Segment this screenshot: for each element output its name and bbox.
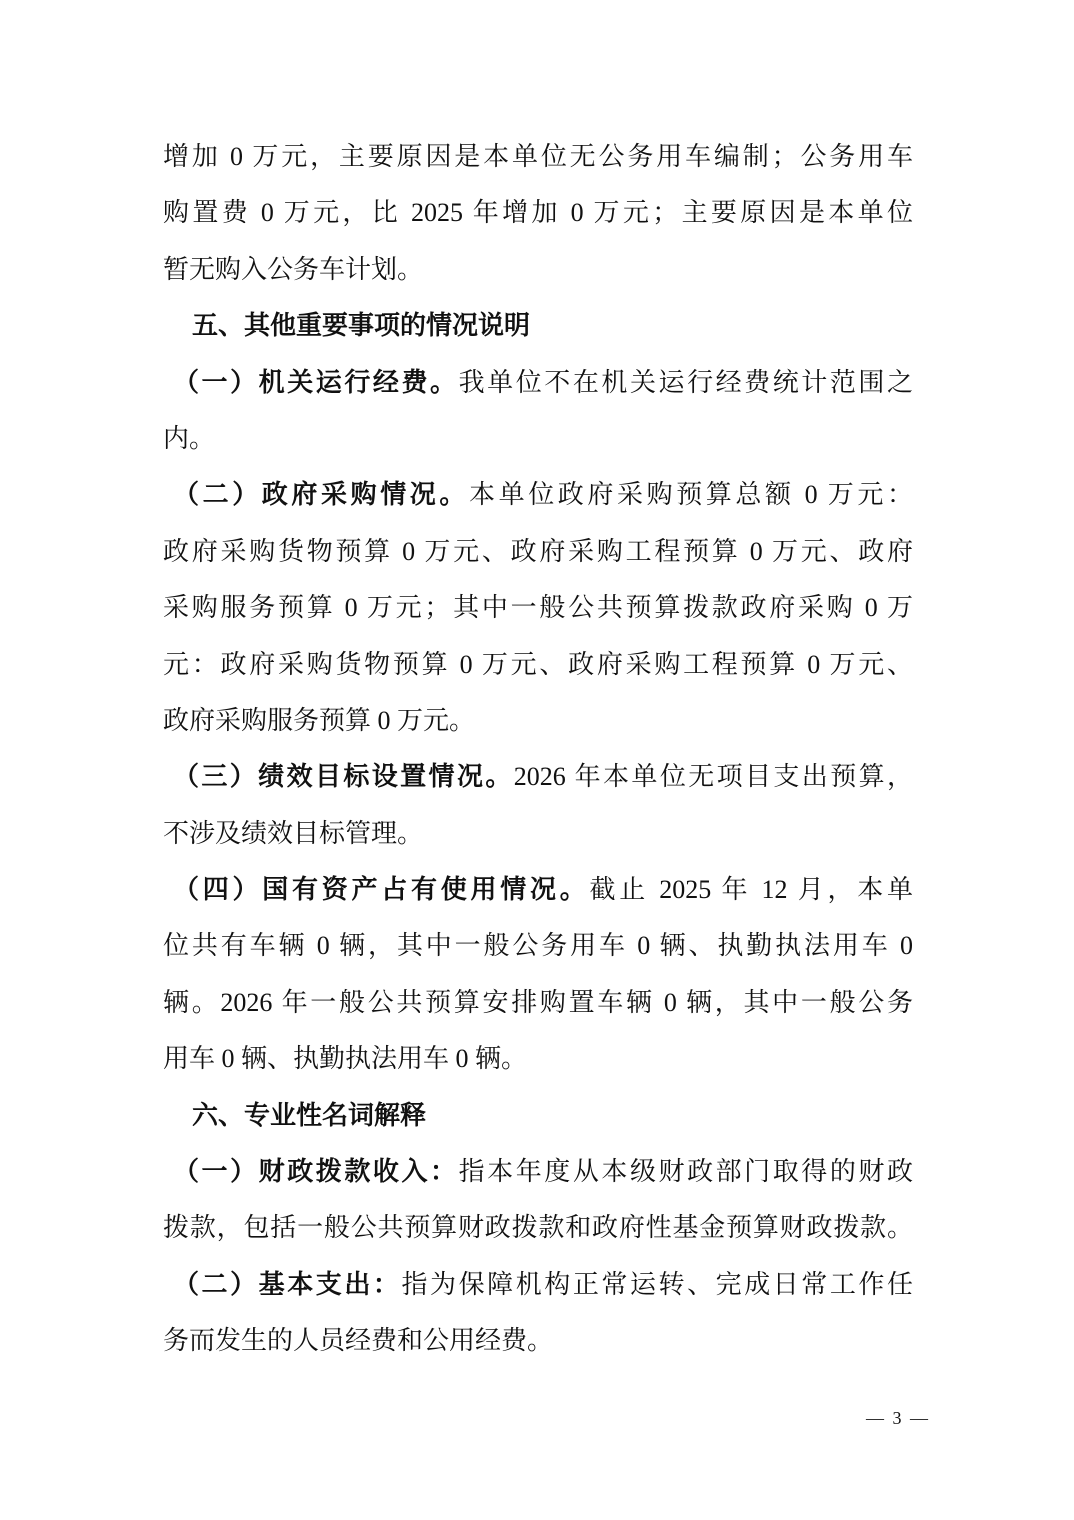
line-text: 用车 0 辆、执勤执法用车 0 辆。 bbox=[163, 1044, 528, 1074]
line-text: 位共有车辆 0 辆，其中一般公务用车 0 辆、执勤执法用车 0 bbox=[163, 931, 913, 961]
text-line bbox=[163, 1031, 913, 1087]
text-line bbox=[163, 862, 913, 918]
bold-lead: （三）绩效目标设置情况。 bbox=[173, 762, 514, 793]
text-line bbox=[163, 693, 913, 749]
text-line bbox=[163, 411, 913, 467]
section-heading bbox=[163, 298, 913, 354]
text-line bbox=[163, 467, 913, 523]
document-body bbox=[163, 129, 913, 1370]
bold-lead: （一）机关运行经费。 bbox=[173, 367, 459, 398]
line-text: 不涉及绩效目标管理。 bbox=[163, 818, 424, 848]
bold-lead: （一）财政拨款收入： bbox=[173, 1157, 459, 1188]
line-text: 内。 bbox=[163, 423, 216, 453]
line-text: 本单位政府采购预算总额 0 万元： bbox=[469, 480, 913, 510]
line-text: 元：政府采购货物预算 0 万元、政府采购工程预算 0 万元、 bbox=[163, 649, 913, 679]
line-text: 拨款，包括一般公共预算财政拨款和政府性基金预算财政拨款。 bbox=[163, 1213, 913, 1243]
text-line bbox=[163, 355, 913, 411]
bold-lead: （二）政府采购情况。 bbox=[173, 480, 469, 511]
line-text: 政府采购货物预算 0 万元、政府采购工程预算 0 万元、政府 bbox=[163, 536, 913, 566]
text-line bbox=[163, 1144, 913, 1200]
text-line bbox=[163, 580, 913, 636]
line-text: 指为保障机构正常运转、完成日常工作任 bbox=[401, 1269, 913, 1299]
line-text: 指本年度从本级财政部门取得的财政 bbox=[458, 1157, 913, 1187]
text-line bbox=[163, 975, 913, 1031]
line-text: 增加 0 万元，主要原因是本单位无公务用车编制；公务用车 bbox=[163, 142, 913, 171]
text-line bbox=[163, 918, 913, 974]
text-line bbox=[163, 1313, 913, 1369]
text-line bbox=[163, 185, 913, 241]
text-line bbox=[163, 637, 913, 693]
text-line bbox=[163, 806, 913, 862]
bold-lead: （二）基本支出： bbox=[173, 1269, 402, 1300]
line-text: 政府采购服务预算 0 万元。 bbox=[163, 705, 476, 735]
text-line bbox=[163, 524, 913, 580]
line-text: 我单位不在机关运行经费统计范围之 bbox=[458, 367, 913, 397]
line-text: 暂无购入公务车计划。 bbox=[163, 254, 424, 284]
bold-lead: 五、其他重要事项的情况说明 bbox=[192, 311, 531, 342]
line-text: 务而发生的人员经费和公用经费。 bbox=[163, 1326, 554, 1356]
line-text: 2026 年本单位无项目支出预算， bbox=[513, 762, 913, 792]
bold-lead: （四）国有资产占有使用情况。 bbox=[173, 875, 590, 906]
text-line bbox=[163, 749, 913, 805]
text-line bbox=[163, 129, 913, 185]
section-heading bbox=[163, 1088, 913, 1144]
bold-lead: 六、专业性名词解释 bbox=[192, 1100, 427, 1131]
line-text: 截止 2025 年 12 月，本单 bbox=[589, 875, 913, 905]
line-text: 辆。2026 年一般公共预算安排购置车辆 0 辆，其中一般公务 bbox=[163, 987, 913, 1017]
text-line bbox=[163, 1257, 913, 1313]
text-line bbox=[163, 1200, 913, 1256]
line-text: 购置费 0 万元，比 2025 年增加 0 万元；主要原因是本单位 bbox=[163, 198, 913, 228]
line-text: 采购服务预算 0 万元；其中一般公共预算拨款政府采购 0 万 bbox=[163, 593, 913, 623]
page-number: — 3 — bbox=[866, 1408, 930, 1428]
text-line bbox=[163, 242, 913, 298]
